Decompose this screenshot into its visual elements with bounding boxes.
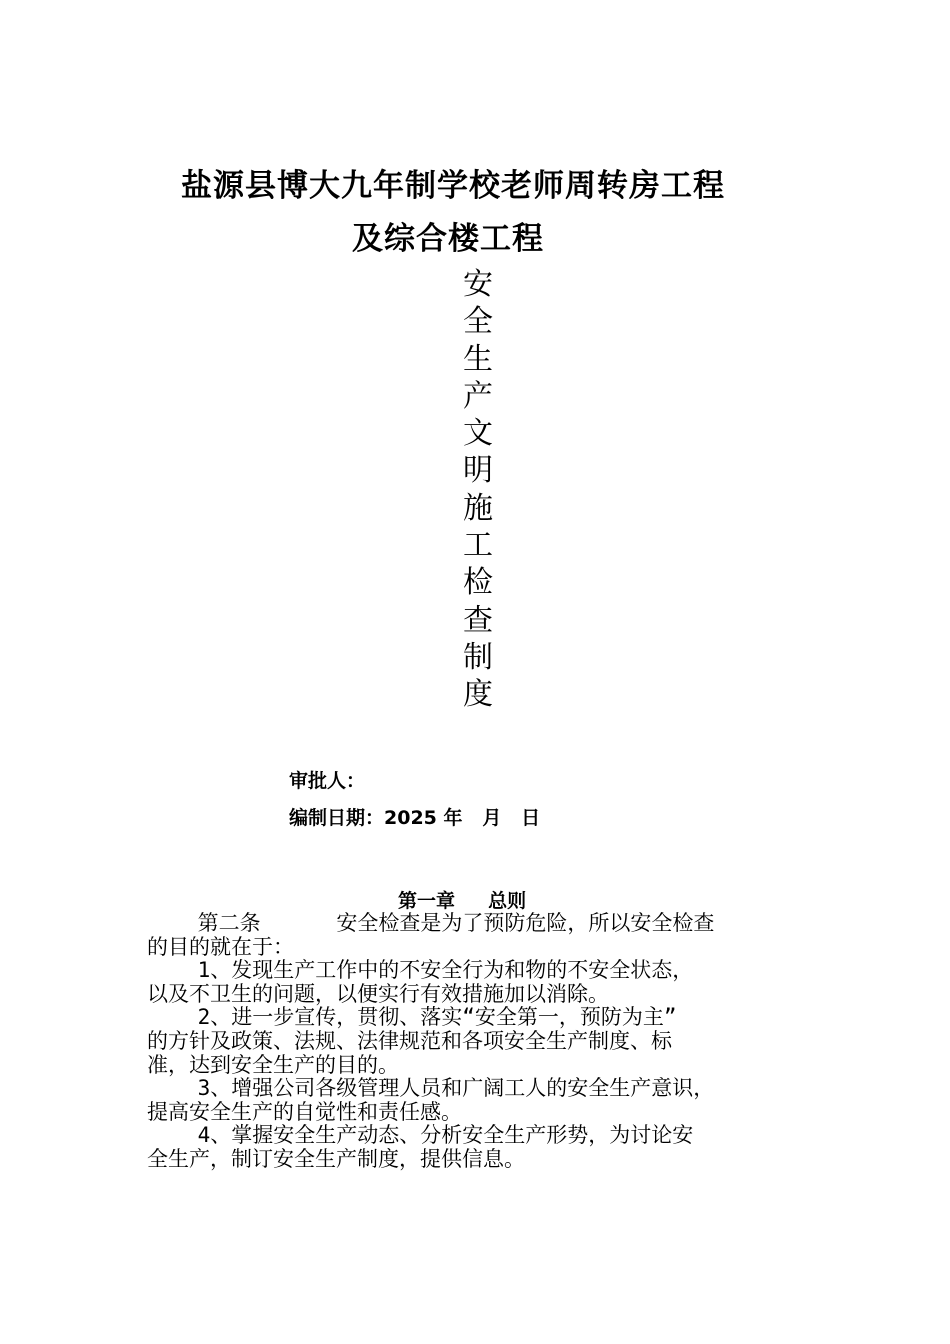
body-line: 4、掌握安全生产动态、分析安全生产形势，为讨论安	[147, 1123, 694, 1148]
body-line: 3、增强公司各级管理人员和广阔工人的安全生产意识，	[147, 1076, 715, 1101]
subtitle-char: 施	[463, 490, 493, 526]
body-line: 提高安全生产的自觉性和责任感。	[147, 1099, 462, 1124]
subtitle-char: 工	[463, 528, 493, 564]
body-line: 的方针及政策、法规、法律规范和各项安全生产制度、标	[147, 1028, 672, 1053]
subtitle-char: 生	[463, 341, 493, 377]
compile-date-line: 编制日期：2025 年 月 日	[289, 807, 541, 829]
body-line: 全生产，制订安全生产制度，提供信息。	[147, 1146, 525, 1171]
body-line: 2、进一步宣传，贯彻、落实“安全第一，预防为主”	[147, 1005, 677, 1030]
body-line: 1、发现生产工作中的不安全行为和物的不安全状态，	[147, 958, 694, 983]
body-line: 以及不卫生的问题，以便实行有效措施加以消除。	[147, 981, 609, 1006]
subtitle-char: 安	[463, 267, 493, 302]
body-line: 准，达到安全生产的目的。	[147, 1052, 399, 1077]
subtitle-char: 制	[463, 639, 493, 675]
subtitle-char: 明	[463, 453, 493, 489]
subtitle-char: 度	[463, 677, 493, 713]
document-title-line-2: 及综合楼工程	[352, 221, 544, 257]
body-paragraphs	[147, 912, 807, 1172]
subtitle-char: 查	[463, 602, 493, 638]
approver-label: 审批人：	[289, 770, 366, 792]
subtitle-char: 文	[463, 416, 493, 452]
chapter-heading: 第一章 总则	[398, 890, 527, 912]
subtitle-char: 产	[463, 378, 493, 414]
subtitle-char: 全	[463, 304, 493, 340]
body-line: 的目的就在于：	[147, 934, 294, 959]
document-title-line-1: 盐源县博大九年制学校老师周转房工程	[181, 168, 725, 204]
vertical-subtitle	[458, 266, 498, 714]
subtitle-char: 检	[463, 565, 493, 601]
body-line: 第二条 安全检查是为了预防危险，所以安全检查	[147, 911, 715, 935]
